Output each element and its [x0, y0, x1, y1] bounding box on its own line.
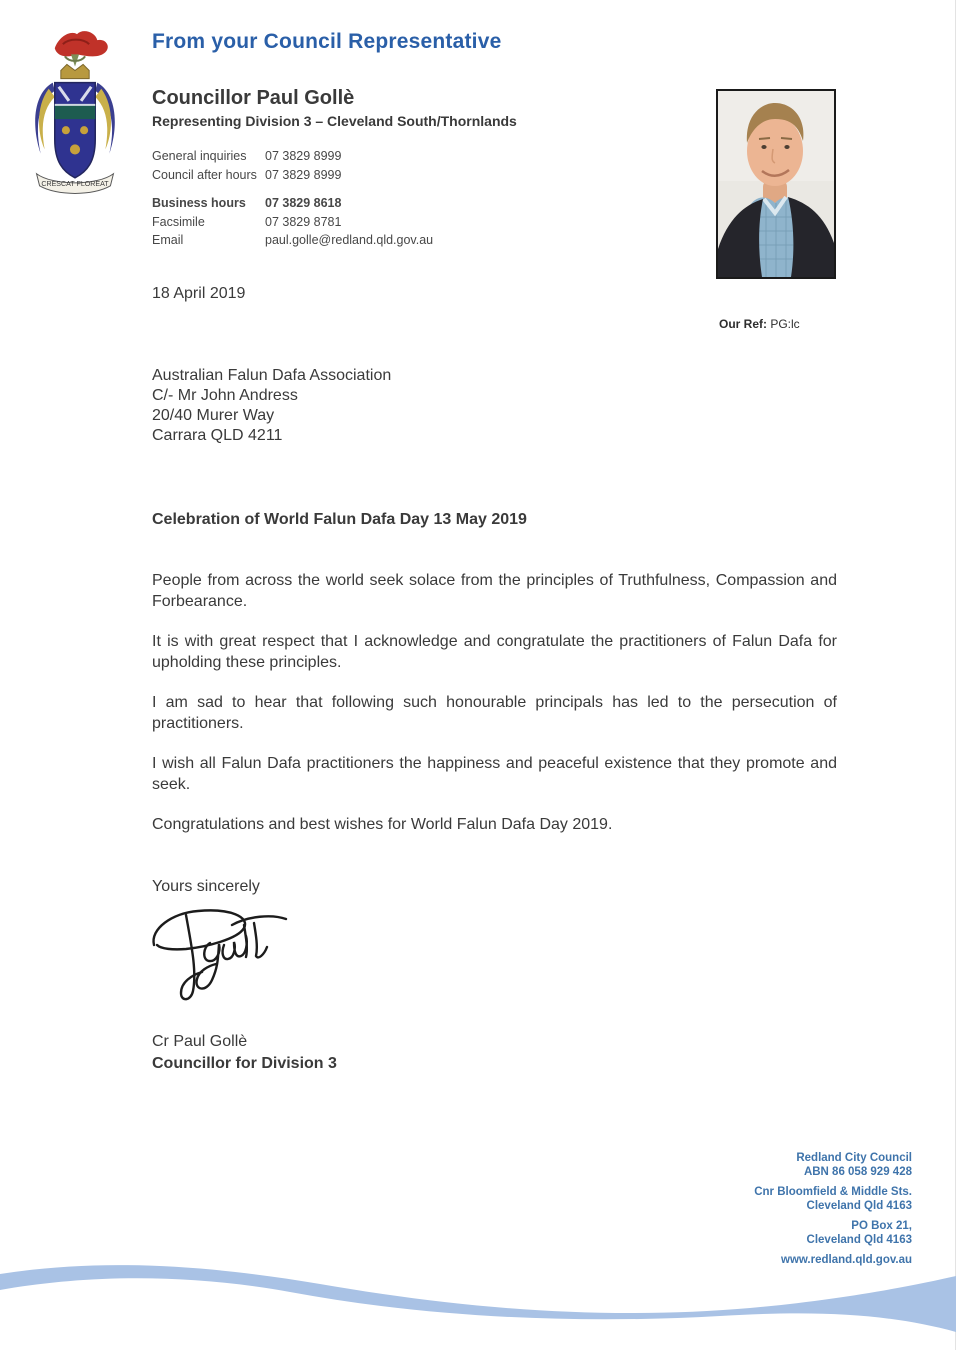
- letter-date: 18 April 2019: [152, 285, 246, 302]
- contact-label: General inquiries: [152, 149, 247, 163]
- contact-label: Facsimile: [152, 214, 205, 229]
- footer-line: Cleveland Qld 4163: [806, 1199, 912, 1212]
- paragraph: People from across the world seek solace from the principles of Truthfulness, Compassion and Forbearance.: [152, 572, 837, 610]
- recipient-line: Australian Falun Dafa Association: [152, 367, 392, 384]
- signature: [146, 903, 296, 1003]
- contact-row: [152, 166, 433, 185]
- subject-line: Celebration of World Falun Dafa Day 13 May 2019: [152, 511, 527, 528]
- our-ref-label: Our Ref:: [719, 317, 767, 331]
- footer-group: [754, 1186, 912, 1213]
- paragraph: I am sad to hear that following such honourable principals has led to the persecution of practitioners.: [152, 694, 837, 732]
- footer-wave-decoration: [0, 1252, 956, 1350]
- contact-row: [152, 147, 433, 166]
- contact-label: Business hours: [152, 196, 246, 210]
- contact-email: paul.golle@redland.qld.gov.au: [265, 233, 434, 247]
- contact-value: 07 3829 8618: [265, 196, 342, 210]
- contact-value: 07 3829 8999: [265, 149, 342, 163]
- crest-motto: CRESCAT FLOREAT: [41, 179, 109, 188]
- footer-group: [754, 1152, 912, 1179]
- footer-line: PO Box 21,: [851, 1220, 912, 1232]
- recipient-address: [152, 366, 391, 446]
- letter-body: [152, 509, 837, 1075]
- footer-line: Redland City Council: [796, 1152, 912, 1164]
- contact-value: 07 3829 8999: [265, 167, 342, 182]
- recipient-line: C/- Mr John Andress: [152, 387, 298, 404]
- paragraph: I wish all Falun Dafa practitioners the happiness and peaceful existence that they promote and seek.: [152, 755, 837, 793]
- contact-row: [152, 213, 433, 232]
- division-line: Representing Division 3 – Cleveland South/Thornlands: [152, 113, 517, 129]
- contact-row: [152, 231, 433, 250]
- signatory-title: Councillor for Division 3: [152, 1055, 337, 1072]
- contact-value: 07 3829 8781: [265, 214, 342, 229]
- contact-label: Email: [152, 233, 184, 247]
- footer-line: ABN 86 058 929 428: [803, 1165, 912, 1178]
- paragraph: It is with great respect that I acknowledge and congratulate the practitioners of Falun Dafa for upholding these principles.: [152, 633, 837, 671]
- our-ref: [719, 317, 800, 331]
- letterhead-banner: From your Council Representative: [152, 30, 502, 53]
- footer-line: Cnr Bloomfield & Middle Sts.: [754, 1186, 912, 1198]
- contact-label: Council after hours: [152, 167, 257, 182]
- footer-line: Cleveland Qld 4163: [806, 1233, 912, 1246]
- paragraph: Congratulations and best wishes for World Falun Dafa Day 2019.: [152, 816, 613, 833]
- contact-row: [152, 194, 433, 213]
- council-crest-logo: [24, 26, 126, 198]
- closing-salutation: Yours sincerely: [152, 878, 260, 895]
- footer-website: www.redland.qld.gov.au: [781, 1254, 912, 1266]
- recipient-line: 20/40 Murer Way: [152, 407, 275, 424]
- signatory-name: Cr Paul Gollè: [152, 1033, 248, 1050]
- recipient-line: Carrara QLD 4211: [152, 427, 283, 444]
- councillor-photo: [716, 89, 836, 279]
- contact-details: [152, 147, 433, 250]
- footer-group: [754, 1220, 912, 1247]
- our-ref-value: PG:lc: [770, 317, 800, 331]
- councillor-name: Councillor Paul Gollè: [152, 87, 355, 109]
